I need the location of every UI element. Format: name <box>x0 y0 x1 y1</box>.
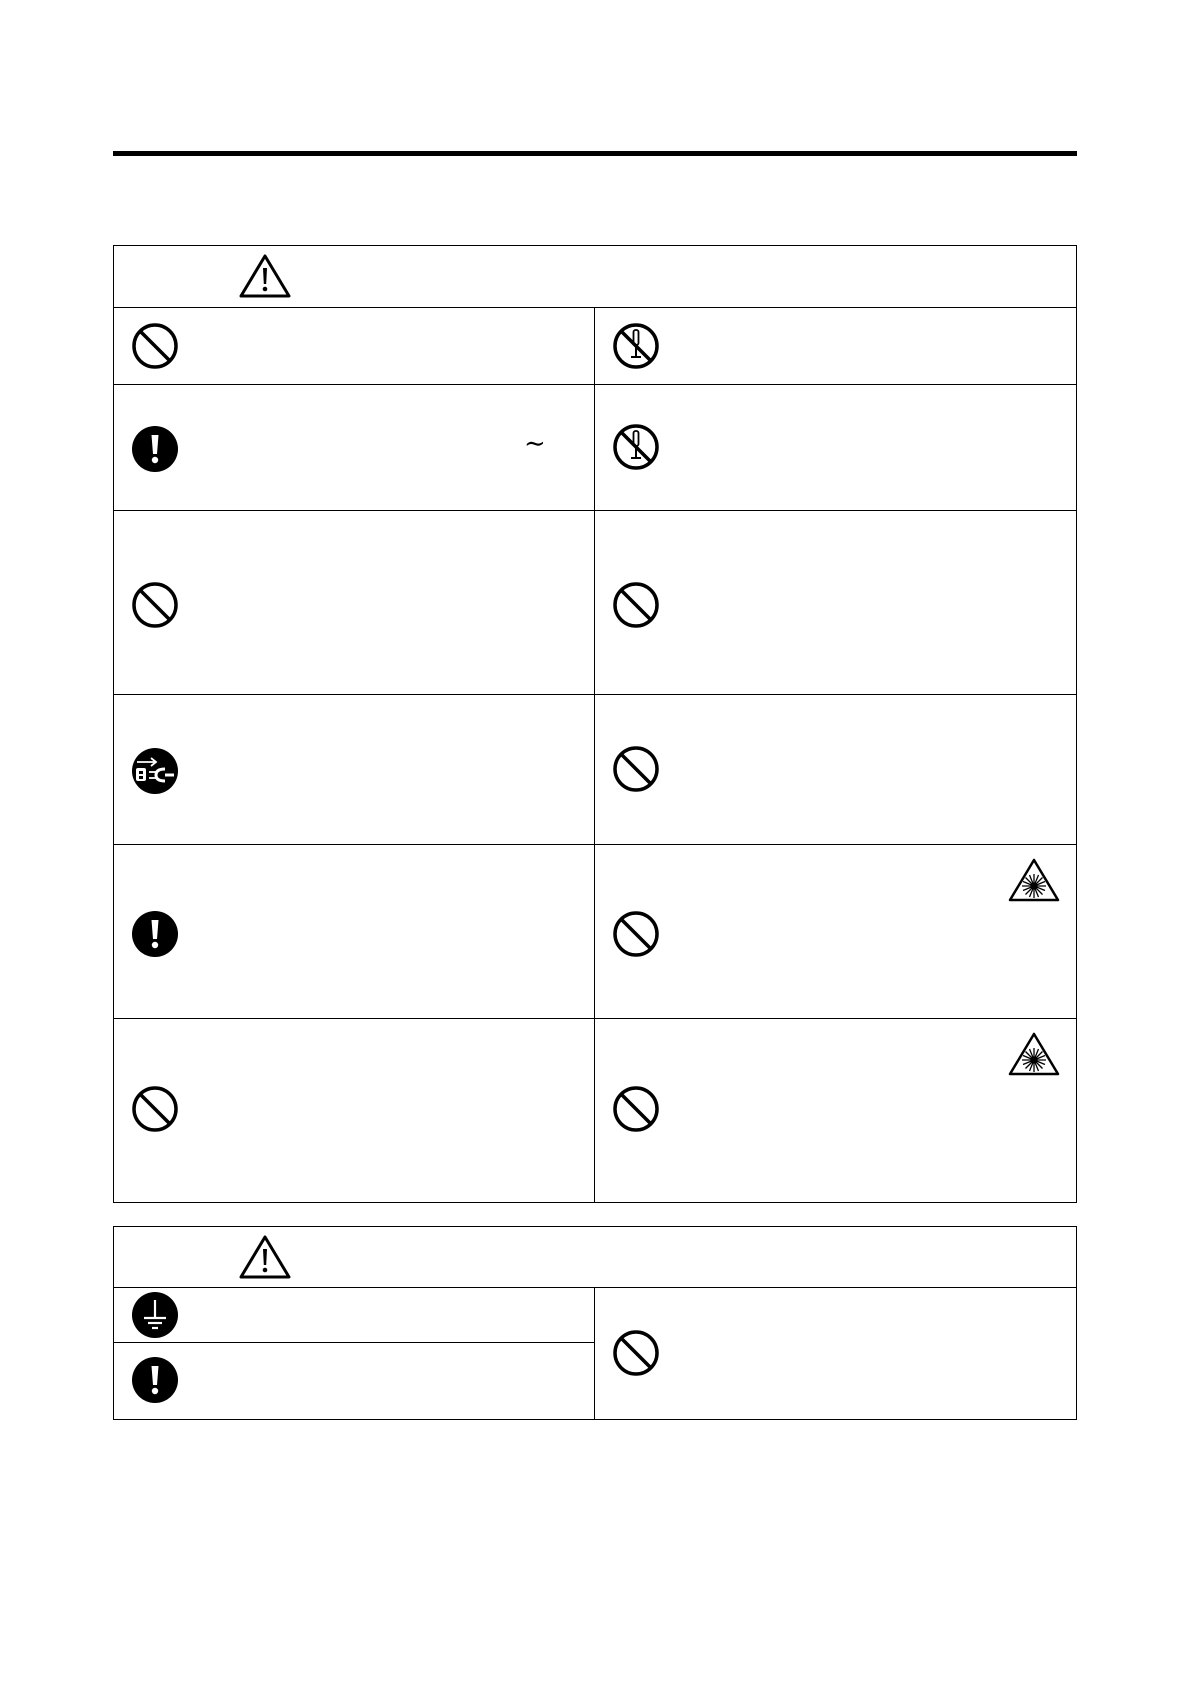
prohibited-icon <box>131 322 179 370</box>
caution-left-column <box>114 1288 595 1419</box>
caution-item <box>114 1342 594 1418</box>
mandatory-action-icon <box>131 910 179 958</box>
caution-item <box>114 1288 594 1342</box>
mandatory-action-icon <box>131 1356 179 1404</box>
warning-item <box>114 1019 595 1202</box>
warning-item <box>595 1019 1076 1202</box>
prohibited-icon <box>612 581 660 629</box>
prohibited-icon <box>612 1085 660 1133</box>
warning-item <box>595 695 1076 845</box>
warning-item <box>595 308 1076 385</box>
prohibited-icon <box>612 1329 660 1377</box>
warning-item <box>114 308 595 385</box>
warning-items <box>114 308 1076 1202</box>
no-disassembly-icon <box>612 322 660 370</box>
caution-panel-header <box>114 1227 1076 1288</box>
caution-items <box>114 1288 1076 1419</box>
warning-item <box>114 511 595 695</box>
prohibited-icon <box>612 910 660 958</box>
caution-item <box>595 1288 1076 1419</box>
laser-warning-icon <box>1007 857 1061 908</box>
warning-panel-header <box>114 246 1076 308</box>
ac-symbol: ∼ <box>524 429 546 459</box>
warning-triangle-icon <box>238 1234 292 1285</box>
header-rule <box>113 151 1077 156</box>
unplug-icon <box>131 747 179 795</box>
warning-panel <box>113 245 1077 1203</box>
warning-triangle-icon <box>238 253 292 304</box>
prohibited-icon <box>612 745 660 793</box>
laser-warning-icon <box>1007 1031 1061 1082</box>
warning-item <box>595 845 1076 1019</box>
prohibited-icon <box>131 1085 179 1133</box>
no-disassembly-icon <box>612 423 660 471</box>
warning-item <box>114 845 595 1019</box>
warning-item <box>114 695 595 845</box>
caution-panel <box>113 1226 1077 1420</box>
warning-item <box>114 385 595 511</box>
warning-item <box>595 385 1076 511</box>
mandatory-action-icon <box>131 425 179 473</box>
prohibited-icon <box>131 581 179 629</box>
warning-item <box>595 511 1076 695</box>
ground-icon <box>131 1291 179 1339</box>
